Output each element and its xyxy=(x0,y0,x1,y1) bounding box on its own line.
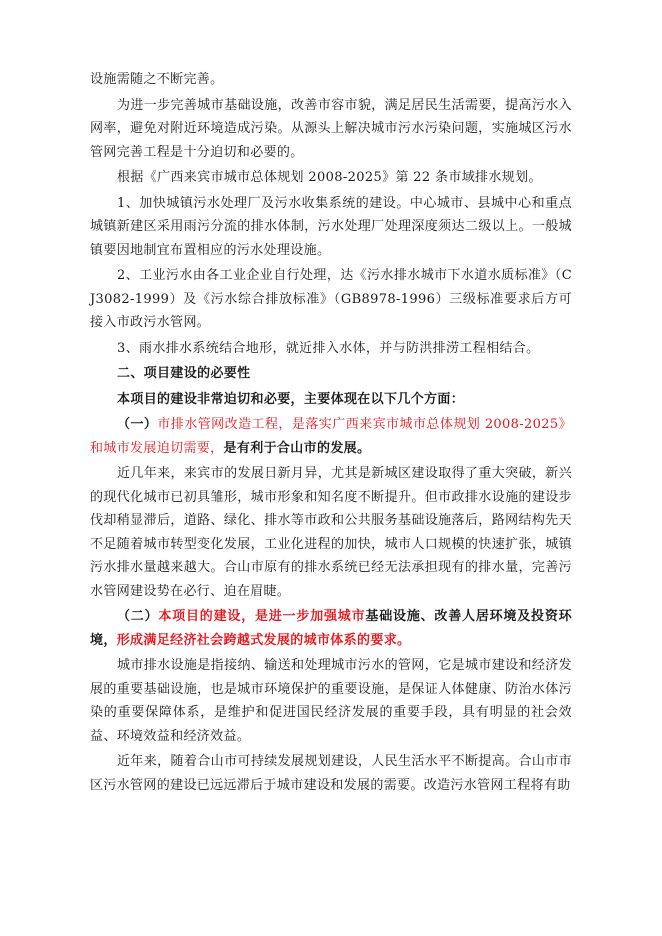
paragraph-recent-years: 近年来，随着合山市可持续发展规划建设，人民生活水平不断提高。合山市市区污水管网的建设已远远滞后于城市建设和发展的需要。改造污水管网工程将有助 xyxy=(90,754,572,793)
paragraph-item-2: 2、工业污水由各工业企业自行处理，达《污水排水城市下水道水质标准》（CJ3082-1999）及《污水综合排放标准》（GB8978-1996）三级标准要求后方可接入市政污水管网。 xyxy=(90,268,572,330)
paragraph-plan-reference: 根据《广西来宾市城市总体规划 2008-2025》第 22 条市域排水规划。 xyxy=(117,170,542,185)
paragraph-item-3: 3、雨水排水系统结合地形，就近排入水体，并与防洪排涝工程相结合。 xyxy=(117,340,540,356)
section-intro: 本项目的建设非常迫切和必要，主要体现在以下几个方面： xyxy=(117,391,465,407)
paragraph-purpose: 为进一步完善城市基础设施，改善市容市貌，满足居民生活需要，提高污水入网率，避免对附近环境造成污染。从源头上解决城市污水污染问题，实施城区污水管网完善工程是十分迫切和必要的。 xyxy=(90,97,572,160)
point-two xyxy=(90,605,572,652)
point-two-text: 基础设施、改善人居环境及投资环境， xyxy=(90,609,572,648)
point-one-highlight: 市排水管网改造工程，是落实广西来宾市城市总体规划 2008-2025》和城市发展迫切需要， xyxy=(90,417,572,456)
paragraph-drainage-facilities: 城市排水设施是指接纳、输送和处理城市污水的管网，它是城市建设和经济发展的重要基础设施，也是城市环境保护的重要设施，是保证人体健康、防治水体污染的重要保障体系，是维护和促进国民经济发展的重要手段，具有明显的社会效益、环境效益和经济效益。 xyxy=(90,658,572,744)
section-heading: 二、项目建设的必要性 xyxy=(117,366,251,381)
point-one-text: 是有利于合山市的发展。 xyxy=(223,440,371,456)
document-body xyxy=(90,68,572,797)
point-two-number: （二） xyxy=(117,609,159,624)
point-two-highlight: 本项目的建设，是进一步加强城市 xyxy=(158,609,366,624)
paragraph-item-1: 1、加快城镇污水处理厂及污水收集系统的建设。中心城市、县城中心和重点城镇新建区采用雨污分流的排水体制，污水处理厂处理深度须达二级以上。一般城镇要因地制宜布置相应的污水处理设施。 xyxy=(90,195,572,258)
point-two-highlight-end: 形成满足经济社会跨越式发展的城市体系的要求。 xyxy=(116,632,411,648)
point-one xyxy=(90,413,572,460)
point-one-number: （一） xyxy=(117,417,158,432)
paragraph-continuation: 设施需随之不断完善。 xyxy=(90,72,224,87)
paragraph-development: 近几年来，来宾市的发展日新月异，尤其是新城区建设取得了重大突破，新兴的现代化城市已初具雏形，城市形象和知名度不断提升。但市政排水设施的建设步伐却稍显滞后，道路、绿化、排水等市政和公共服务基础设施落后，路网结构先天不足随着城市转型变化发展，工业化进程的加快，城市人口规模的快速扩张，城镇污水排水量越来越大。合山市原有的排水系统已经无法承担现有的排水量，完善污水管网建设势在必行、迫在眉睫。 xyxy=(90,466,572,599)
